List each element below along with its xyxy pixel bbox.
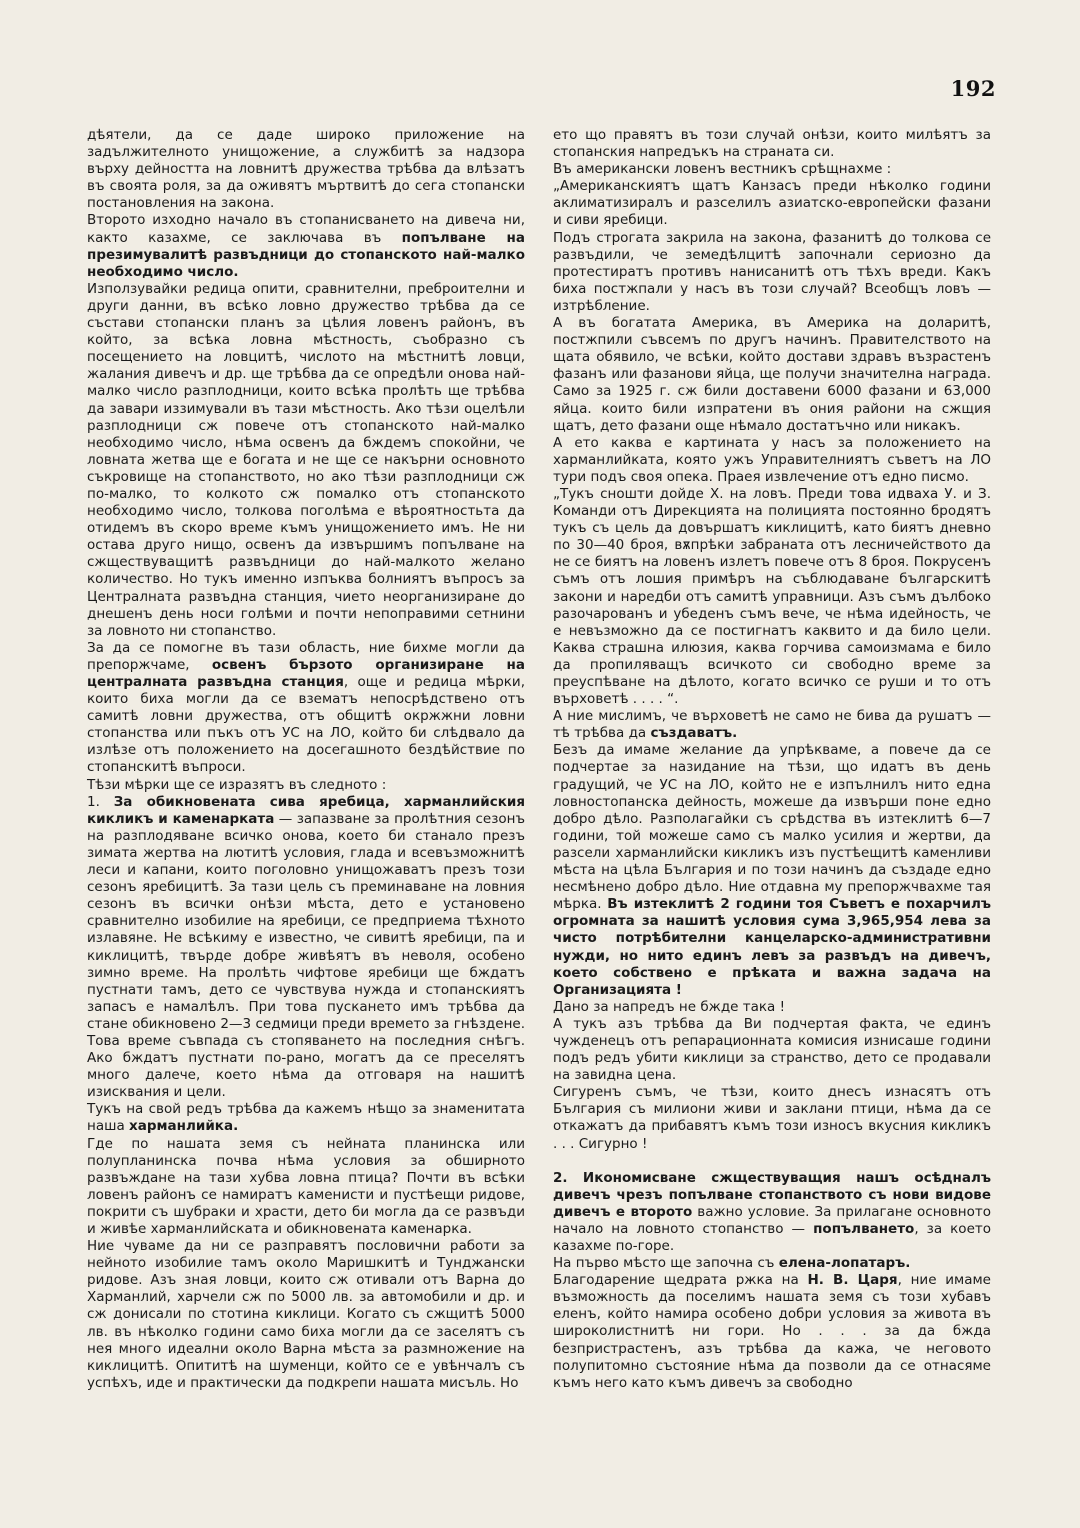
paragraph: [87, 640, 525, 777]
text-run: 1.: [87, 793, 114, 810]
text-run: Благодарение щедрата ржка на: [553, 1272, 808, 1289]
paragraph: [87, 1101, 525, 1135]
text-run: А тукъ азъ трѣбва да Ви подчертая факта, че единъ чужденецъ отъ репарационната комисия изнисаше години подъ редъ убити киклици за странство, дето се продавали на завидна цена.: [553, 1015, 991, 1084]
text-run: , за което казахме по-горе.: [553, 1220, 991, 1254]
text-run: ето що правятъ въ този случай онѣзи, които милѣятъ за стопанския напредъкъ на страната си.: [553, 127, 991, 161]
text-run: Тукъ на свой редъ трѣбва да кажемъ нѣщо за знаменитата наша: [87, 1101, 525, 1135]
paragraph: [87, 1238, 525, 1392]
text-run: Дано за напредъ не бжде така !: [553, 998, 786, 1015]
bold-text: елена-лопатаръ.: [778, 1255, 911, 1272]
paragraph: [87, 794, 525, 1102]
paragraph: [553, 178, 991, 229]
bold-text: създаватъ.: [650, 725, 738, 742]
paragraph: [553, 742, 991, 998]
text-run: „Тукъ сношти дойде Х. на ловъ. Преди това идваха У. и З. Команди отъ Дирекцията на полицията постоянно бродятъ тукъ съ цель да довършатъ киклицитѣ, като биятъ дневно по 30—40 броя, вѫпрѣки забраната отъ лесничейството да не се биятъ на ловенъ излетъ повече отъ 8 броя. Покрусенъ съмъ отъ лошия примѣръ на съблюдаване българскитѣ закони и наредби отъ самитѣ управници. Азъ съмъ дълбоко разочарованъ и убеденъ съмъ вече, че нѣма идейность, че е невъзможно да се постигнатъ каквито и да било цели. Каква страшна илюзия, каква горчива самоизмама е било да пропиляващъ всичкото си свободно време за преуспѣване на дѣлото, когато всичко се руши и то отъ върховетѣ . . . . “.: [553, 485, 991, 708]
bold-text: освенъ бързото организиране на централната развъдна станция: [87, 656, 525, 690]
paragraph: [553, 230, 991, 315]
paragraph: [553, 708, 991, 742]
text-run: Използувайки редица опити, сравнителни, преброителни и други данни, въ всѣко ловно дружество трѣбва да се състави стопански планъ за цѣлия ловенъ районъ, въ който, за всѣка ловна мѣстность, съобразно съ посещението на ловцитѣ, числото на мѣстнитѣ ловци, жалания дивечъ и др. ще трѣбва да се опредѣли онова най-малко число разплодници, които всѣка пролѣть ще трѣбва да завари иззимували въ тази мѣстность. Ако тѣзи оцелѣли разплодници сж повече отъ стопанското най-малко необходимо число, нѣма освенъ да бждемъ спокойни, че ловната жетва ще е богата и не ще се накърни основното съкровище на стопанството, но ако тѣзи разплодници сж по-малко, то колкото сж помалко отъ стопанското необходимо число, толкова поголѣма е вѣроятностьта да отидемъ въ скоро време къмъ унищожението имъ. Не ни остава друго нищо, освенъ да извършимъ попълване на сжществуващитѣ развъдници до най-малкото желано количество. Но тукъ именно изпъква болниятъ въпросъ за Централната развъдна станция, чието неорганизиране до днешенъ день носи голѣми и почти непоправими сетнини за ловното ни стопанство.: [87, 280, 525, 639]
paragraph: [553, 1170, 991, 1255]
paragraph: [553, 1272, 991, 1392]
paragraph: [553, 1084, 991, 1152]
text-run: Второто изходно начало въ стопанисването на дивеча ни, както казахме, се заключава въ: [87, 212, 525, 246]
text-run: А въ богатата Америка, въ Америка на доларитѣ, постжпили съвсемъ по другъ начинъ. Правителството на щата обявило, че всѣки, който достави здравъ възрастенъ фазанъ или фазанови яйца, ще получи значителна награда. Само за 1925 г. сж били доставени 6000 фазани и 63,000 яйца. които били изпратени въ ония райони на сжщия щатъ, дето фазани още нѣмало достатъчно или никакъ.: [553, 315, 991, 434]
paragraph: [553, 999, 991, 1016]
text-run: „Американскиятъ щатъ Канзасъ преди нѣколко години аклиматизиралъ и разселилъ азиатско-европейски фазани и сиви яребици.: [553, 178, 991, 229]
paragraph: [553, 315, 991, 435]
right-column: [553, 127, 991, 1392]
text-run: Подъ строгата закрила на закона, фазанитѣ до толкова се развъдили, че земедѣлцитѣ започнали сериозно да протестиратъ противъ нанисанитѣ отъ тѣхъ вреди. Какъ биха постжпали у насъ въ този случай? Всеобщъ ловъ — изтрѣбление.: [553, 229, 991, 314]
text-run: Где по нашата земя съ нейната планинска или полупланинска почва нѣма условия за обширното развъждане на тази хубва ловна птица? Почти въ всѣки ловенъ районъ се намиратъ каменисти и пустѣещи ридове, покрити съ шубраки и храсти, дето би могла да се развъди и живѣе харманлийската и обикновената каменарка.: [87, 1135, 525, 1237]
paragraph: [553, 161, 991, 178]
bold-text: За обикновената сива яребица, харманлийския кикликъ и каменарката: [87, 793, 526, 827]
text-run: важно условие. За прилагане основното начало на ловното стопанство —: [553, 1203, 991, 1237]
text-run: Ние чуваме да ни се разправятъ пословични работи за нейното изобилие тамъ около Маришкитѣ и Тунджански ридове. Азъ зная ловци, които сж отивали отъ Варна до Харманлий, харчели сж по 5000 лв. за автомобили и др. и сж донисали по стотина киклици. Когато съ сжщитѣ 5000 лв. въ нѣколко години само биха могли да се заселятъ съ нея много идеални около Варна мѣста за размножение на киклицитѣ. Опититѣ на шуменци, който се е увѣнчалъ съ успѣхъ, иде и практически да подкрепи нашата мисъль. Но: [87, 1238, 525, 1391]
text-run: Въ американски ловенъ вестникъ срѣщнахме :: [553, 161, 892, 178]
paragraph: [553, 486, 991, 708]
text-run: На първо мѣсто ще започна съ: [553, 1255, 779, 1272]
paragraph: [87, 127, 525, 212]
paragraph: [553, 127, 991, 161]
paragraph: [87, 777, 525, 794]
text-run: За да се помогне въ тази область, ние бихме могли да препоржчаме,: [87, 639, 525, 673]
bold-text: харманлийка.: [129, 1118, 239, 1135]
paragraph: [87, 212, 525, 280]
left-column: [87, 127, 525, 1392]
bold-text: попълването: [813, 1220, 915, 1237]
text-run: А ние мислимъ, че върховетѣ не само не бива да рушатъ — тѣ трѣбва да: [553, 708, 991, 742]
page-number: 192: [950, 76, 996, 101]
bold-text: Н. В. Царя: [807, 1272, 898, 1289]
paragraph: [553, 1016, 991, 1084]
text-run: , ние имаме възможность да поселимъ нашата земя съ този хубавъ еленъ, който намира особено добри условия за живота въ широколистнитѣ ни гори. Но . . . за да бжда безпристрастенъ, азъ трѣбва да кажа, че неговото полупитомно състояние нѣма да позволи да се отнасяме къмъ него като къмъ дивечъ за свободно: [553, 1272, 991, 1391]
paragraph: [553, 1255, 991, 1272]
bold-text: Въ изтеклитѣ 2 години тоя Съветъ е похарчилъ огромната за нашитѣ условия сума 3,965,954 лева за чисто потрѣбителни канцеларско-административни нужди, но нито единъ левъ за развъдъ на дивечъ, което собствено е прѣката и важна задача на Организацията !: [553, 896, 991, 998]
text-run: Сигуренъ съмъ, че тѣзи, които днесъ изнасятъ отъ България съ милиони живи и заклани птици, нѣма да се откажатъ да прибавятъ къмъ този износъ вкусния кикликъ . . . Сигурно !: [553, 1084, 991, 1152]
paragraph: [87, 1136, 525, 1239]
text-run: Тѣзи мѣрки ще се изразятъ въ следното :: [87, 776, 387, 793]
text-run: А ето каква е картината у насъ за положението на харманлийката, която ужъ Управителниятъ съветъ на ЛО тури подъ своя опека. Праея извлечение отъ едно писмо.: [553, 434, 991, 485]
paragraph: [87, 281, 525, 640]
text-run: , още и редица мѣрки, които биха могли да се взематъ непосрѣдствено отъ самитѣ ловни дружества, отъ общитѣ окржжни ловни стопанства или пъкъ отъ УС на ЛО, който би слѣдвало да излѣзе отъ положението на досегашното бездѣйствие по стопанскитѣ въпроси.: [87, 674, 525, 776]
text-run: Безъ да имаме желание да упрѣкваме, а повече да се подчертае за назидание на тѣзи, що идатъ въ день градущий, че УС на ЛО, който не е изпълнилъ нито една ловностопанска дейность, можеше да извърши поне едно добро дѣло. Разполагайки съ срѣдства въ изтеклитѣ 6—7 години, той можеше само съ малко усилия и жертви, да разсели харманлийски кикликъ изъ пустѣещитѣ каменливи мѣста на цѣла България и по този начинъ да създаде едно несмѣнено добро дѣло. Ние отдавна му препоржчвахме тая мѣрка.: [553, 742, 991, 913]
text-run: дѣятели, да се даде широко приложение на задължителното унищожение, а службитѣ за надзора върху дейността на ловнитѣ дружества трѣбва да влѣзатъ въ своята роля, за да оживятъ мъртвитѣ до сега стопански постановления на закона.: [87, 127, 525, 212]
bold-text: 2. Икономисване сжществуващия нашъ осѣдналъ дивечъ чрезъ попълване стопанството съ нови видове дивечъ е второто: [553, 1169, 991, 1220]
bold-text: попълване на презимувалитѣ развъдници до стопанското най-малко необходимо число.: [87, 229, 525, 280]
text-run: — запазване за пролѣтния сезонъ на разплодяване всичко онова, което би станало презъ зимата жертва на лютитѣ условия, глада и всевъзможнитѣ леси и капани, които поголовно унищожаватъ презъ този сезонъ яребицитѣ. За тази цель съ преминаване на ловния сезонъ въ всички онѣзи мѣста, дето е установено сравнително изобилие на яребици, се предприема тѣхното излавяне. Не всѣкиму е известно, че сивитѣ яребици, па и киклицитѣ, твърде добре живѣятъ въ неволя, особено зимно време. На пролѣть чифтове яребици ще бждатъ пустнати тамъ, дето се чувствува нужда и стопанскиятъ запасъ е намалѣлъ. При това пускането имъ трѣбва да стане обикновено 2—3 седмици преди времето за гнѣздене. Това време съвпада съ стопяването на последния снѣгъ. Ако бждатъ пустнати по-рано, могатъ да се преселятъ много далече, което нѣма да отговаря на нашитѣ изисквания и цели.: [87, 810, 525, 1101]
paragraph: [553, 435, 991, 486]
